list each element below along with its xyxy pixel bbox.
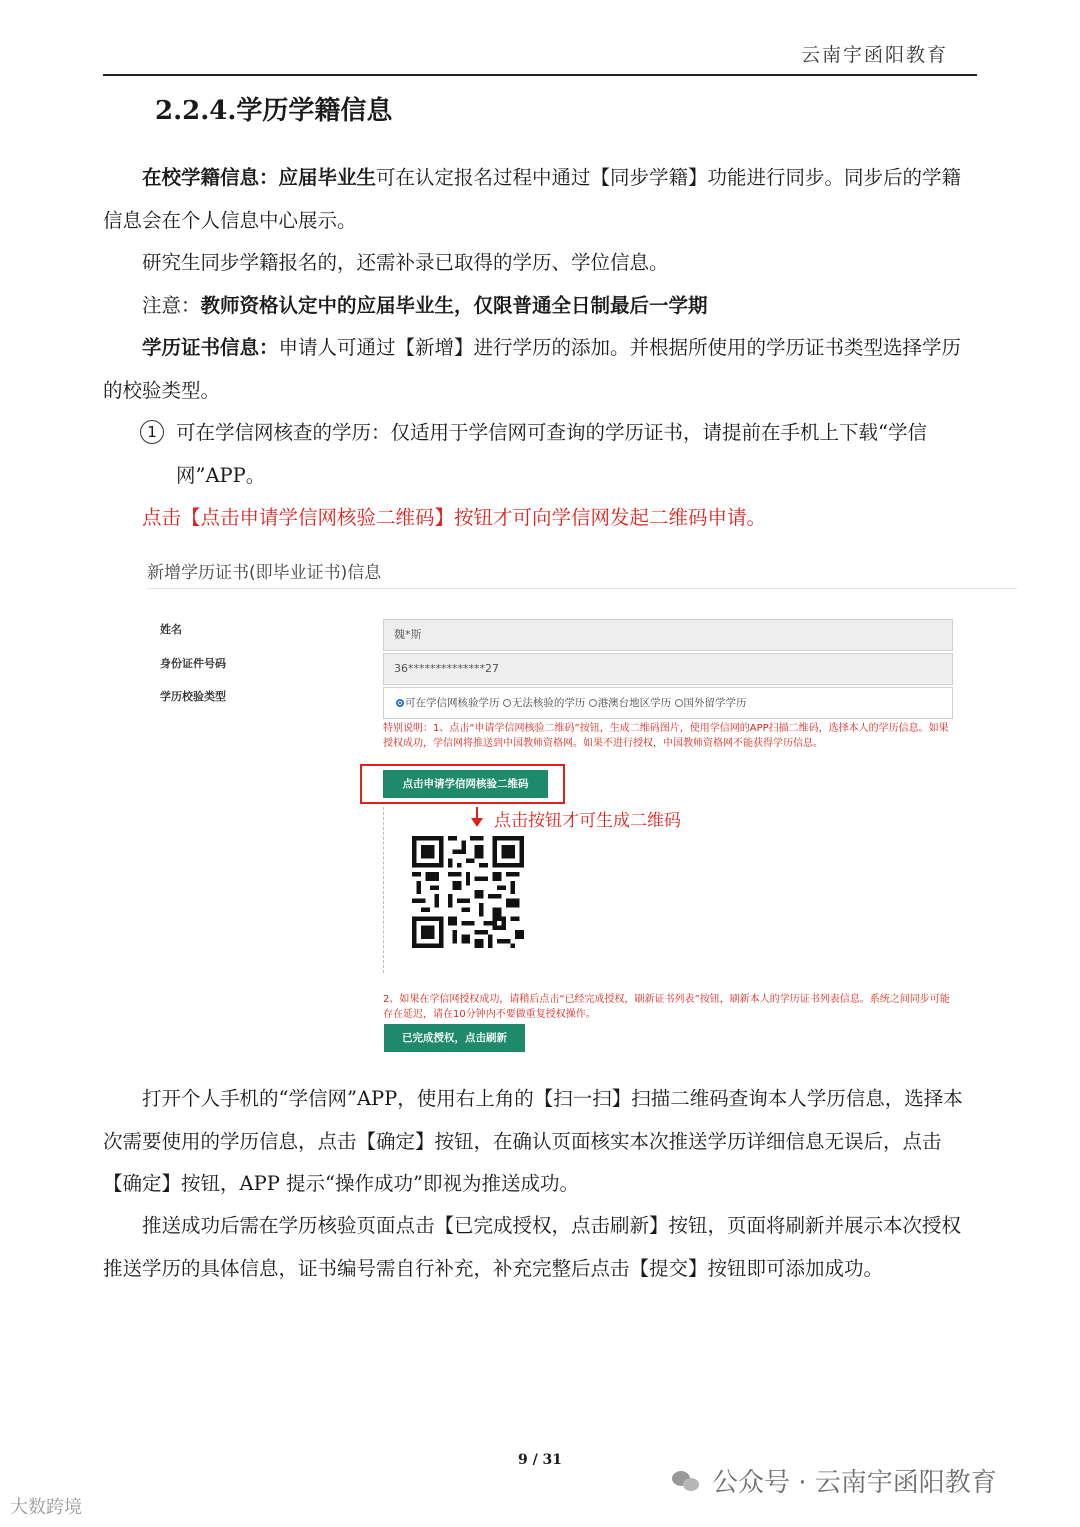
- enrollment-label: 在校学籍信息：: [142, 166, 279, 189]
- refresh-authorization-button[interactable]: 已完成授权，点击刷新: [384, 1024, 525, 1052]
- special-note-2: 2、如果在学信网授权成功，请稍后点击“已经完成授权，刷新证书列表”按钮，刷新本人的学历证书列表信息。系统之间同步可能存在延迟，请在10分钟内不要做重复授权操作。: [383, 994, 950, 1020]
- qr-request-button[interactable]: 点击申请学信网核验二维码: [383, 770, 548, 798]
- id-field[interactable]: 36**************27: [383, 653, 953, 685]
- paragraph-note: [103, 285, 977, 328]
- name-label: 姓名: [160, 623, 182, 636]
- list-item-text: 可在学信网核查的学历：仅适用于学信网可查询的学历证书，请提前在手机上下载“学信网”APP。: [176, 421, 927, 487]
- paragraph-postgrad: 研究生同步学籍报名的，还需补录已取得的学历、学位信息。: [142, 251, 669, 274]
- enrollment-text: 可在认定报名过程中通过【同步学籍】功能进行同步。同步后的学籍信息会在个人信息中心展示。: [103, 166, 962, 232]
- radio-selected-icon: [396, 699, 404, 707]
- paragraph-enrollment: [103, 157, 977, 242]
- wechat-icon: [672, 1471, 702, 1493]
- paragraph-certificate: [103, 327, 977, 412]
- radio-option-verifiable[interactable]: 可在学信网核验学历: [396, 697, 500, 709]
- qr-code-icon: [412, 836, 524, 948]
- special-note-1: 特别说明：1、点击“申请学信网核验二维码”按钮，生成二维码图片，使用学信网的APP扫描二维码，选择本人的学历信息。如果授权成功，学信网将推送到中国教师资格网。如果不进行授权，中国教师资格网不能获得学历信息。: [383, 723, 949, 749]
- paragraph-scan-instructions: 打开个人手机的“学信网”APP，使用右上角的【扫一扫】扫描二维码查询本人学历信息，选择本次需要使用的学历信息，点击【确定】按钮，在确认页面核实本次推送学历详细信息无误后，点击【确定】按钮，APP 提示“操作成功”即视为推送成功。: [103, 1087, 963, 1195]
- dashed-divider: [383, 807, 384, 973]
- name-field[interactable]: 魏*斯: [383, 619, 953, 651]
- header-org: 云南宇函阳教育: [800, 44, 948, 66]
- arrow-down-icon: [471, 818, 483, 827]
- radio-option-unverifiable[interactable]: 无法核验的学历: [503, 697, 586, 709]
- watermark-corner: 大数跨境: [10, 1497, 82, 1518]
- section-title: 2.2.4.学历学籍信息: [155, 96, 393, 126]
- circled-number: 1: [140, 420, 164, 444]
- graduate-term: 应届毕业生: [278, 166, 377, 189]
- paragraph-refresh-instructions: 推送成功后需在学历核验页面点击【已完成授权，点击刷新】按钮，页面将刷新并展示本次授权推送学历的具体信息，证书编号需自行补充，补充完整后点击【提交】按钮即可添加成功。: [103, 1214, 962, 1280]
- arrow-annotation: 点击按钮才可生成二维码: [494, 811, 681, 831]
- radio-icon: [675, 699, 683, 707]
- radio-option-hmt[interactable]: 港澳台地区学历: [589, 697, 672, 709]
- watermark-wechat: 公众号 · 云南宇函阳教育: [672, 1462, 997, 1499]
- red-instruction: 点击【点击申请学信网核验二维码】按钮才可向学信网发起二维码申请。: [142, 506, 767, 529]
- form-title-rule: [147, 588, 1017, 589]
- page-number: 9 / 31: [517, 1452, 563, 1468]
- radio-icon: [503, 699, 511, 707]
- header-rule: [103, 74, 977, 76]
- radio-option-overseas[interactable]: 国外留学学历: [675, 697, 747, 709]
- list-item-verifiable: [140, 412, 1016, 497]
- form-title: 新增学历证书(即毕业证书)信息: [147, 563, 382, 583]
- certificate-label: 学历证书信息：: [142, 336, 279, 359]
- note-prefix: 注意：: [142, 294, 201, 317]
- type-label: 学历校验类型: [160, 690, 226, 703]
- id-label: 身份证件号码: [160, 657, 226, 670]
- certificate-text: 申请人可通过【新增】进行学历的添加。并根据所使用的学历证书类型选择学历的校验类型。: [103, 336, 962, 402]
- type-radio-group: [383, 687, 953, 719]
- radio-icon: [589, 699, 597, 707]
- note-bold: 教师资格认定中的应届毕业生，仅限普通全日制最后一学期: [200, 294, 708, 317]
